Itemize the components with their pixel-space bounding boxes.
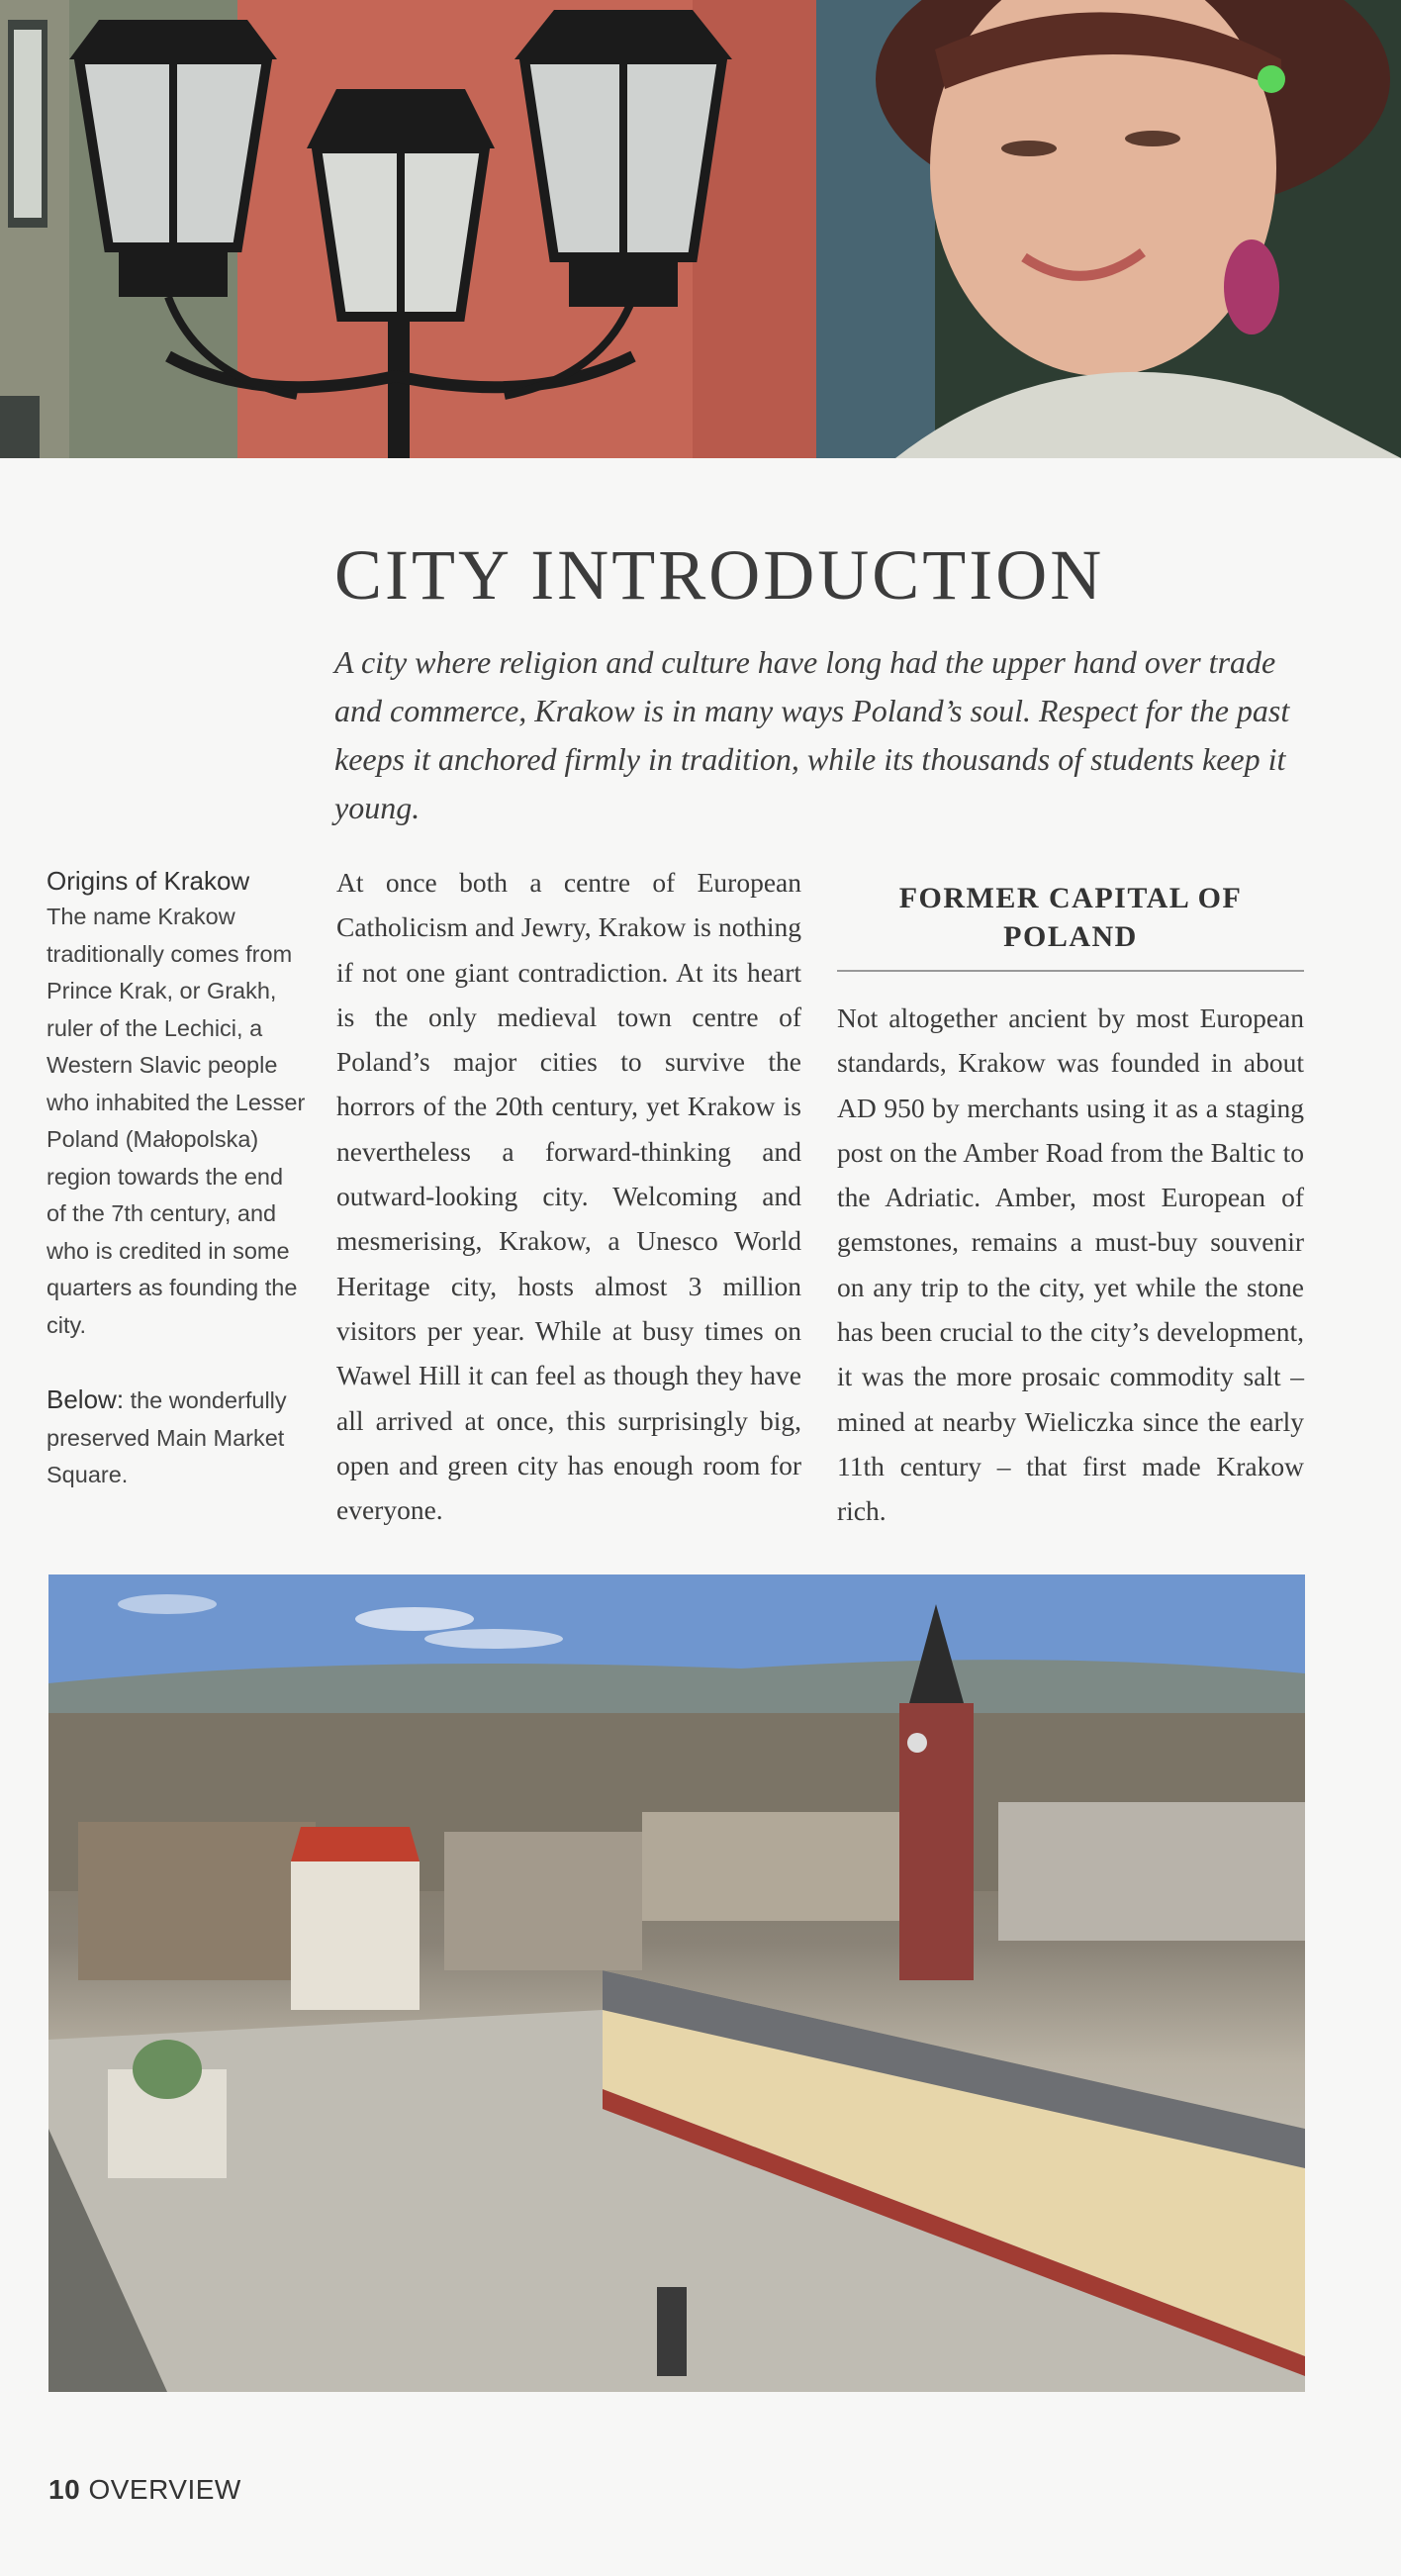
page-footer <box>48 2474 241 2506</box>
section-heading: FORMER CAPITAL OF POLAND <box>898 882 1243 953</box>
sidebar-title: Origins of Krakow <box>47 866 250 896</box>
sidebar-note <box>47 863 306 1494</box>
main-column-text: At once both a centre of European Catholicism and Jewry, Krakow is nothing if not one giant contradiction. At its heart is the only medieval town centre of Poland’s major cities to survive the horrors of the 20th century, yet Krakow is nevertheless a forward-thinking and outward-looking city. Welcoming and mesmerising, Krakow, a Unesco World Heritage city, hosts almost 3 million visitors per year. While at busy times on Wawel Hill it can feel as though they have all arrived at once, this surprisingly big, open and green city has enough room for everyone. <box>336 867 801 1526</box>
section-name: OVERVIEW <box>88 2474 241 2505</box>
section-text-part-2: 950 by merchants using it as a staging post on the Amber Road from the Baltic to the Adriatic. Amber, most European of gemstones, remains a must-buy souvenir on any trip to the city, yet while the stone has been crucial to the city’s development, it was the more prosaic commodity salt – mined at nearby Wieliczka since the early 11th century – that first made Krakow rich. <box>837 1092 1304 1527</box>
intro-paragraph: A city where religion and culture have long had the upper hand over trade and commerce, Krakow is in many ways Poland’s soul. Respect for the past keeps it anchored firmly in tradition, while its thousands of students keep it young. <box>334 644 1290 825</box>
page-title: CITY INTRODUCTION <box>334 535 1105 615</box>
street-lamps-illustration <box>0 0 816 458</box>
market-square-illustration <box>48 1574 1305 2392</box>
section-text-part-1: Not altogether ancient by most European standards, Krakow was founded in about <box>837 1002 1304 1079</box>
sidebar-body: The name Krakow traditionally comes from Prince Krak, or Grakh, ruler of the Lechici, a Western Slavic people who inhabited the Lesser Poland (Małopolska) region towards the end of the 7th century, and who is credited in some quarters as founding the city. <box>47 904 306 1338</box>
photo-caption <box>47 1382 306 1494</box>
caption-text: the wonderfully preserved Main Market Square. <box>47 1387 287 1487</box>
woman-portrait-illustration <box>816 0 1401 458</box>
page-number: 10 <box>48 2474 81 2505</box>
era-label: AD <box>837 1092 877 1123</box>
main-market-square-photo <box>48 1574 1305 2392</box>
section-divider <box>837 970 1304 972</box>
woman-portrait-photo <box>816 0 1401 458</box>
section-body-text <box>837 996 1304 1534</box>
street-lamps-photo <box>0 0 816 458</box>
caption-label: Below: <box>47 1384 125 1414</box>
